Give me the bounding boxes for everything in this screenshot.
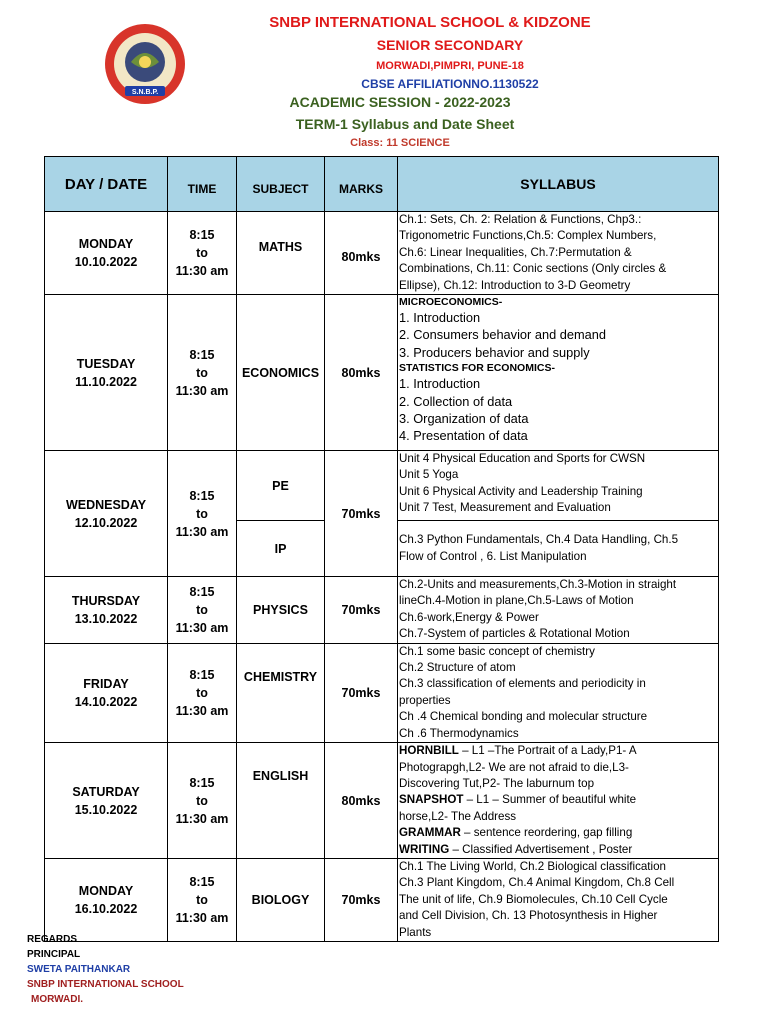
header-syllabus: SYLLABUS <box>398 157 719 212</box>
table-row <box>45 743 719 859</box>
marks-cell: 80mks <box>325 212 398 295</box>
logo-text: S.N.B.P. <box>131 89 159 96</box>
syllabus-cell: Ch.1 The Living World, Ch.2 Biological classification Ch.3 Plant Kingdom, Ch.4 Animal Kingdom, Ch.8 Cell The unit of life, Ch.9 Biomolecules, Ch.10 Cell Cycle and Cell Division, Ch. 13 Photosynthesis in Higher Plants <box>398 858 719 941</box>
syllabus-cell: Ch.1 some basic concept of chemistry Ch.2 Structure of atom Ch.3 classification of elements and periodicity in properties Ch .4 Chemical bonding and molecular structure Ch .6 Thermodynamics <box>398 643 719 742</box>
marks-cell: 70mks <box>325 858 398 941</box>
day-date-cell: SATURDAY 15.10.2022 <box>45 743 168 859</box>
day-date-cell: MONDAY 10.10.2022 <box>45 212 168 295</box>
subject-cell: ENGLISH <box>237 743 325 859</box>
time-cell: 8:15 to 11:30 am <box>168 643 237 742</box>
table-row <box>45 858 719 941</box>
day-date-cell: MONDAY 16.10.2022 <box>45 858 168 941</box>
day-date-cell: TUESDAY 11.10.2022 <box>45 295 168 451</box>
syllabus-cell: Ch.3 Python Fundamentals, Ch.4 Data Handling, Ch.5 Flow of Control , 6. List Manipulation <box>398 521 719 577</box>
subject-cell: PE <box>237 451 325 521</box>
school-address: MORWADI,PIMPRI, PUNE-18 <box>376 60 524 72</box>
marks-cell: 80mks <box>325 743 398 859</box>
time-cell: 8:15 to 11:30 am <box>168 577 237 644</box>
syllabus-cell: Ch.2-Units and measurements,Ch.3-Motion in straight lineCh.4-Motion in plane,Ch.5-Laws of Motion Ch.6-work,Energy & Power Ch.7-System of particles & Rotational Motion <box>398 577 719 644</box>
syllabus-cell: HORNBILL – L1 –The Portrait of a Lady,P1- A Photograpgh,L2- We are not afraid to die,L3- Discovering Tut,P2- The laburnum top SNAPSHOT – L1 – Summer of beautiful white horse,L2- The Address GRAMMAR – sentence reordering, gap filling WRITING – Classified Advertisement , Poster <box>398 743 719 859</box>
header-subject: SUBJECT <box>237 157 325 212</box>
affiliation: CBSE AFFILIATIONNO.1130522 <box>361 77 539 91</box>
subject-cell: PHYSICS <box>237 577 325 644</box>
header-day-date: DAY / DATE <box>45 157 168 212</box>
day-date-cell: FRIDAY 14.10.2022 <box>45 643 168 742</box>
signature-block <box>27 932 184 1007</box>
time-cell: 8:15 to 11:30 am <box>168 212 237 295</box>
subject-cell: MATHS <box>237 212 325 295</box>
term-title: TERM-1 Syllabus and Date Sheet <box>295 116 515 132</box>
day-date-cell: WEDNESDAY 12.10.2022 <box>45 451 168 577</box>
marks-cell: 70mks <box>325 577 398 644</box>
school-level: SENIOR SECONDARY <box>376 37 524 53</box>
academic-session: ACADEMIC SESSION - 2022-2023 <box>289 94 511 110</box>
marks-cell: 80mks <box>325 295 398 451</box>
subject-cell: IP <box>237 521 325 577</box>
table-row <box>45 295 719 451</box>
marks-cell: 70mks <box>325 643 398 742</box>
table-header-row <box>45 157 719 212</box>
time-cell: 8:15 to 11:30 am <box>168 295 237 451</box>
table-row <box>45 577 719 644</box>
header-time: TIME <box>168 157 237 212</box>
syllabus-cell: Unit 4 Physical Education and Sports for CWSN Unit 5 Yoga Unit 6 Physical Activity and Leadership Training Unit 7 Test, Measurement and Evaluation <box>398 451 719 521</box>
day-date-cell: THURSDAY 13.10.2022 <box>45 577 168 644</box>
class-label: Class: 11 SCIENCE <box>350 137 450 149</box>
time-cell: 8:15 to 11:30 am <box>168 743 237 859</box>
principal-name: SWETA PAITHANKAR <box>27 964 131 975</box>
time-cell: 8:15 to 11:30 am <box>168 858 237 941</box>
regards-text: REGARDS <box>27 934 78 945</box>
date-sheet-table <box>44 156 719 942</box>
table-row <box>45 212 719 295</box>
table-row <box>45 451 719 521</box>
syllabus-cell: Ch.1: Sets, Ch. 2: Relation & Functions, Chp3.: Trigonometric Functions,Ch.5: Complex Numbers, Ch.6: Linear Inequalities, Ch.7:Permutation & Combinations, Ch.11: Conic sections (Only circles & Ellipse), Ch.12: Introduction to 3-D Geometry <box>398 212 719 295</box>
footer-place: MORWADI. <box>31 994 84 1005</box>
table-row <box>45 643 719 742</box>
school-name: SNBP INTERNATIONAL SCHOOL & KIDZONE <box>269 14 591 31</box>
time-cell: 8:15 to 11:30 am <box>168 451 237 577</box>
header-marks: MARKS <box>325 157 398 212</box>
subject-cell: ECONOMICS <box>237 295 325 451</box>
syllabus-cell: MICROECONOMICS- 1. Introduction 2. Consumers behavior and demand 3. Producers behavior and supply STATISTICS FOR ECONOMICS- 1. Introduction 2. Collection of data 3. Organization of data 4. Presentation of data <box>398 295 719 451</box>
subject-cell: CHEMISTRY <box>237 643 325 742</box>
marks-cell: 70mks <box>325 451 398 577</box>
subject-cell: BIOLOGY <box>237 858 325 941</box>
footer-school-name: SNBP INTERNATIONAL SCHOOL <box>27 979 184 990</box>
principal-title: PRINCIPAL <box>27 949 81 960</box>
